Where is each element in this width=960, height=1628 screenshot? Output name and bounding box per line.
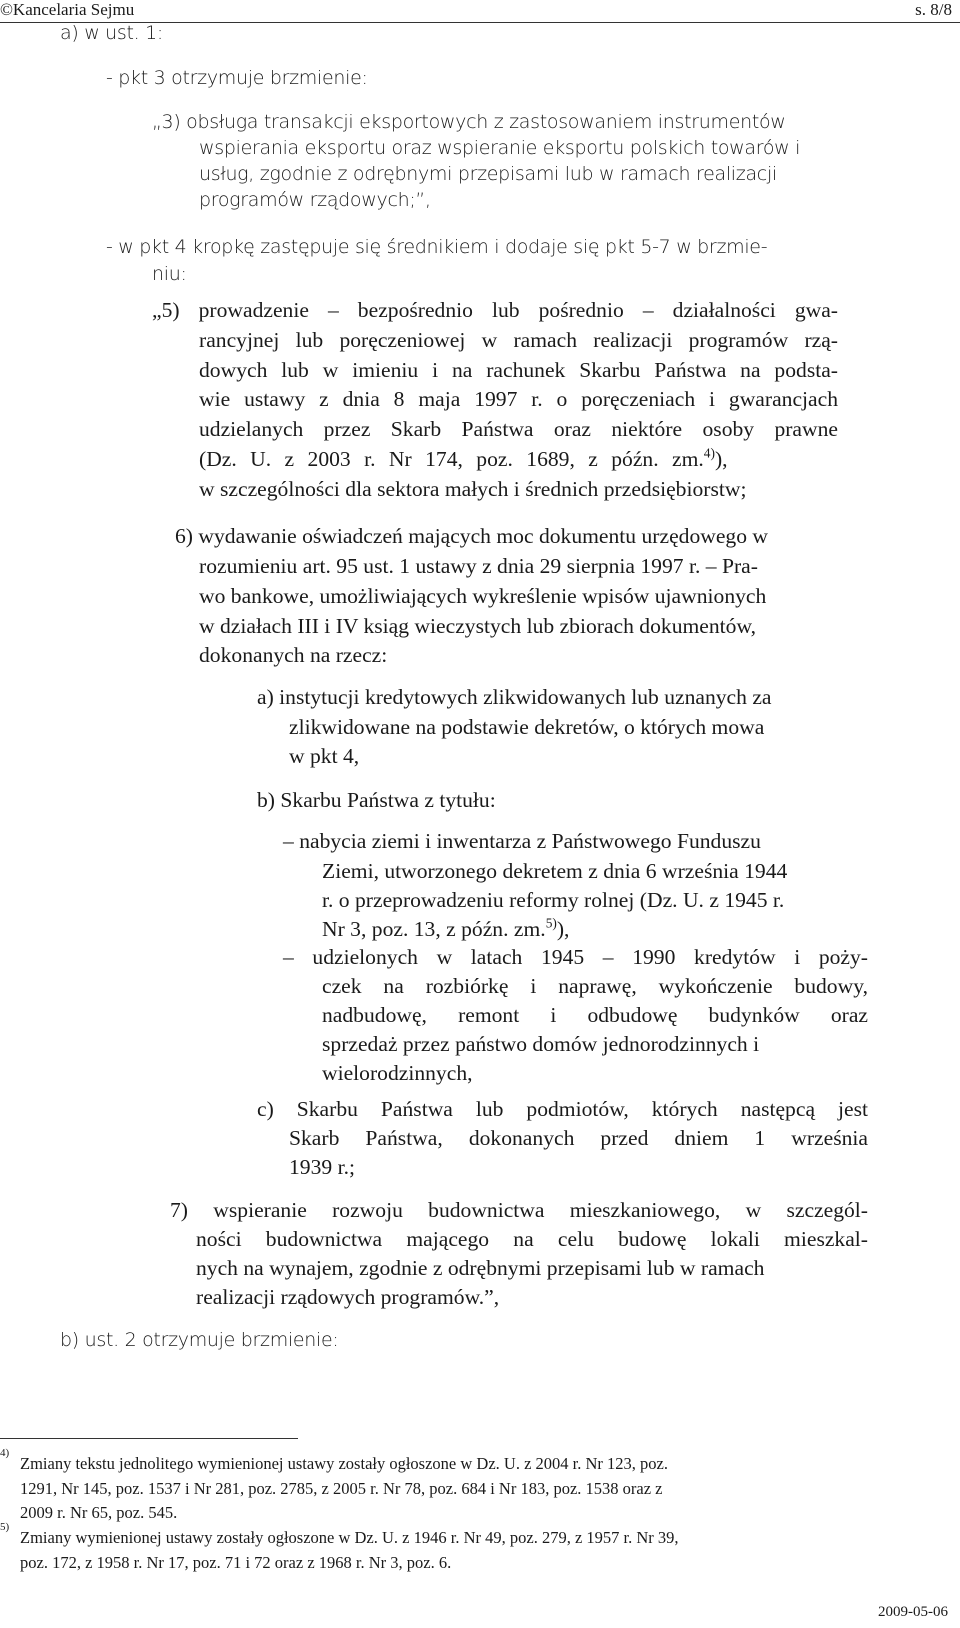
- text-line: programów rządowych;”,: [199, 189, 431, 211]
- text-line: nych na wynajem, zgodnie z odrębnymi przepisami lub w ramach: [196, 1256, 765, 1280]
- text-line: 6) wydawanie oświadczeń mających moc dokumentu urzędowego w: [175, 524, 769, 548]
- footnote-marker: 5): [0, 1521, 10, 1533]
- text-line: – udzielonych w latach 1945 – 1990 kredytów i poży-: [283, 945, 868, 969]
- text-line: Skarb Państwa, dokonanych przed dniem 1 września: [289, 1126, 868, 1150]
- header-page-number: s. 8/8: [915, 0, 952, 19]
- text-line-part: ),: [714, 447, 728, 471]
- text-line: rancyjnej lub poręczeniowej w ramach realizacji programów rzą-: [199, 328, 838, 352]
- text-line: ności budownictwa mającego na celu budowę lokali mieszkal-: [196, 1227, 868, 1251]
- text-line: „3) obsługa transakcji eksportowych z zastosowaniem instrumentów: [152, 111, 786, 133]
- text-line: realizacji rządowych programów.”,: [196, 1285, 500, 1309]
- text-line: wo bankowe, umożliwiających wykreślenie wpisów ujawnionych: [199, 584, 767, 608]
- text-line: a) instytucji kredytowych zlikwidowanych lub uznanych za: [257, 685, 772, 709]
- text-line: usług, zgodnie z odrębnymi przepisami lub w ramach realizacji: [199, 163, 777, 185]
- text-line: wielorodzinnych,: [322, 1061, 473, 1085]
- text-line: „5) prowadzenie – bezpośrednio lub pośrednio – działalności gwa-: [152, 298, 838, 322]
- footnote-rule: [0, 1438, 298, 1439]
- text-line: 1939 r.;: [289, 1155, 355, 1179]
- text-line: czek na rozbiórkę i naprawę, wykończenie budowy,: [322, 974, 868, 998]
- text-line: wspierania eksportu oraz wspieranie eksportu polskich towarów i: [199, 137, 801, 159]
- text-line-part: (Dz. U. z 2003 r. Nr 174, poz. 1689, z późn. zm.: [199, 447, 704, 471]
- text-line: poz. 172, z 1958 r. Nr 17, poz. 71 i 72 oraz z 1968 r. Nr 3, poz. 6.: [20, 1553, 452, 1572]
- text-line: w szczególności dla sektora małych i średnich przedsiębiorstw;: [199, 477, 747, 501]
- item-a-ust1: a) w ust. 1:: [60, 22, 164, 44]
- text-line: Zmiany tekstu jednolitego wymienionej ustawy zostały ogłoszone w Dz. U. z 2004 r. Nr 123, poz.: [20, 1454, 668, 1473]
- text-line: – nabycia ziemi i inwentarza z Państwowego Funduszu: [283, 829, 761, 853]
- text-line-part: Nr 3, poz. 13, z późn. zm.: [322, 917, 546, 941]
- pkt3-intro: - pkt 3 otrzymuje brzmienie:: [106, 67, 368, 89]
- text-line: [322, 915, 569, 945]
- header-source: ©Kancelaria Sejmu: [0, 0, 135, 19]
- text-line: 2009 r. Nr 65, poz. 545.: [20, 1503, 178, 1522]
- text-line: [199, 445, 728, 475]
- text-line: 7) wspieranie rozwoju budownictwa mieszkaniowego, w szczegól-: [170, 1198, 868, 1222]
- pkt6-b: b) Skarbu Państwa z tytułu:: [257, 788, 496, 812]
- footnote-ref-4[interactable]: 4): [703, 445, 715, 461]
- text-line: w pkt 4,: [289, 744, 360, 768]
- text-line: rozumieniu art. 95 ust. 1 ustawy z dnia 29 sierpnia 1997 r. – Pra-: [199, 554, 758, 578]
- text-line: wie ustawy z dnia 8 maja 1997 r. o poręczeniach i gwarancjach: [199, 387, 838, 411]
- footer-date: 2009-05-06: [878, 1604, 948, 1620]
- text-line: nadbudowę, remont i odbudowę budynków oraz: [322, 1003, 868, 1027]
- text-line: Zmiany wymienionej ustawy zostały ogłoszone w Dz. U. z 1946 r. Nr 49, poz. 279, z 1957 r. Nr 39,: [20, 1528, 679, 1547]
- footnote-marker: 4): [0, 1447, 10, 1459]
- text-line: - w pkt 4 kropkę zastępuje się średnikiem i dodaje się pkt 5-7 w brzmie-: [106, 236, 768, 258]
- text-line: c) Skarbu Państwa lub podmiotów, których następcą jest: [257, 1097, 868, 1121]
- text-line: sprzedaż przez państwo domów jednorodzinnych i: [322, 1032, 760, 1056]
- text-line-part: ),: [556, 917, 570, 941]
- text-line: zlikwidowane na podstawie dekretów, o których mowa: [289, 715, 765, 739]
- text-line: 1291, Nr 145, poz. 1537 i Nr 281, poz. 2785, z 2005 r. Nr 78, poz. 684 i Nr 183, poz. 1538 oraz z: [20, 1479, 663, 1498]
- text-line: w działach III i IV ksiąg wieczystych lub zbiorach dokumentów,: [199, 614, 757, 638]
- text-line: Ziemi, utworzonego dekretem z dnia 6 września 1944: [322, 859, 788, 883]
- footnote-ref-5[interactable]: 5): [545, 915, 557, 931]
- text-line: niu:: [152, 263, 187, 285]
- text-line: udzielanych przez Skarb Państwa oraz niektóre osoby prawne: [199, 417, 838, 441]
- text-line: dowych lub w imieniu i na rachunek Skarbu Państwa na podsta-: [199, 358, 838, 382]
- item-b-ust2: b) ust. 2 otrzymuje brzmienie:: [60, 1329, 339, 1351]
- text-line: dokonanych na rzecz:: [199, 643, 388, 667]
- text-line: r. o przeprowadzeniu reformy rolnej (Dz. U. z 1945 r.: [322, 888, 785, 912]
